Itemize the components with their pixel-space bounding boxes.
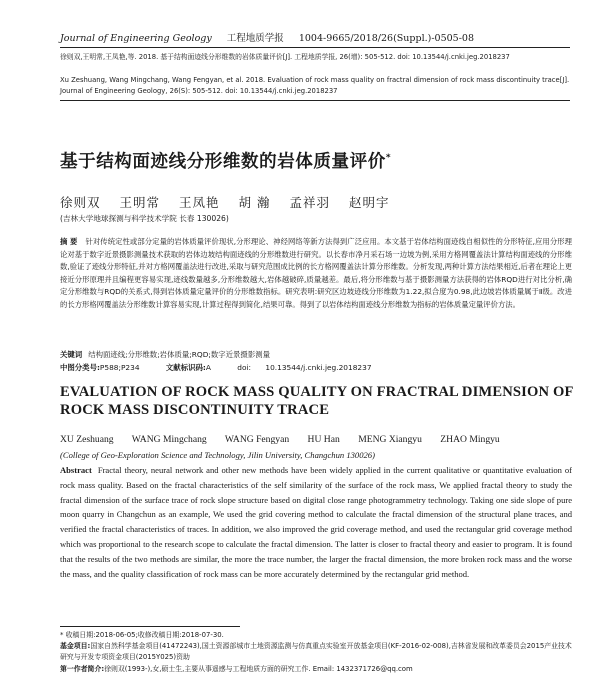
abstract-cn [60,236,572,311]
author-cn: 王明常 [119,195,161,210]
keywords-cn [60,349,270,360]
author-en: WANG Mingchang [131,434,207,445]
author-intro-text: 徐则双(1993-),女,硕士生,主要从事遥感与工程地质方面的研究工作. Email: 1432371726@qq.com [104,665,413,673]
title-cn [60,148,580,173]
footnote-fund [60,641,572,663]
abstract-cn-label: 摘 要 [60,237,78,246]
classification-line [60,362,396,373]
keywords-cn-label: 关键词 [60,350,83,359]
issn-info: 1004-9665/2018/26(Suppl.)-0505-08 [298,33,475,44]
title-cn-text: 基于结构面迹线分形维数的岩体质量评价 [60,152,386,172]
author-cn: 徐则双 [60,195,101,210]
doc-code-label: 文献标识码: [165,363,206,372]
authors-en [60,434,516,445]
author-cn: 赵明宇 [348,195,390,210]
header-rule [60,47,570,48]
running-header [60,30,570,44]
author-cn: 孟祥羽 [289,195,330,210]
author-intro-label: 第一作者简介: [60,665,105,673]
fund-label: 基金项目: [60,642,91,650]
journal-name-cn: 工程地质学报 [226,33,284,44]
footnote-received: * 收稿日期:2018-06-05;收修改稿日期:2018-07-30. [60,631,224,639]
author-cn: 王凤艳 [179,195,220,210]
affiliation-en: (College of Geo-Exploration Science and Technology, Jilin University, Changchun 130026) [60,450,375,460]
author-en: HU Han [307,434,340,445]
title-cn-footnote-mark: * [385,153,392,164]
citation-en: Xu Zeshuang, Wang Mingchang, Wang Fengyan, et al. 2018. Evaluation of rock mass quality on fractral dimension of rock mass discontinuity trace[J]. Journal of Engineering Geology, 26(S): 505-512. doi: 10.13544/j.cnki.jeg.2018237 [60,76,570,95]
journal-name-en: Journal of Engineering Geology [60,33,212,44]
doi-label: doi: [237,363,252,372]
citation-cn: 徐则双,王明常,王凤艳,等. 2018. 基于结构面迹线分形维数的岩体质量评价[J]. 工程地质学报, 26(增): 505-512. doi: 10.13544/j.cnki.jeg.2018237 [60,53,510,61]
doi-value: 10.13544/j.cnki.jeg.2018237 [265,363,372,372]
author-en: ZHAO Mingyu [440,434,500,445]
author-en: MENG Xiangyu [358,434,422,445]
citation-rule [60,100,570,101]
abstract-cn-text: 针对传统定性或部分定量的岩体质量评价现状,分形理论、神经网络等新方法得到广泛应用。本文基于岩体结构面迹线自相似性的分形特征,应用分形理论对基于数字近景摄影测量技术获取的岩体边坡结构面迹线的分形维数进行研究。以长春市净月采石场一边坡为例,采用方格网覆盖法计算结构面迹线的分形维数,验证了迹线分形特征,并对方格网覆盖法进行改进,采取与研究范围成比例的长方格网覆盖法计算分形维数。分析发现,两种计算方法结果相近,后者在理论上更接近分形原理并且编程更容易实现,迹线数量越多,分形维数越大,岩体越破碎,质量越差。最后,将分形维数与基于摄影测量方法获得的岩体RQD进行对比分析,确定分形维数与RQD的关系式,得到岩体质量定量评价的分形维数指标。研究表明:研究区边坡迹线分形维数为1.22,拟合度为0.98,此边坡岩体质量属于Ⅱ级。改进的长方形格网覆盖法分形维数计算容易实现,计算过程得到简化,结果可靠。得到了以岩体结构面迹线分形维数为指标的岩体质量定量评价方法。 [60,237,572,309]
abstract-en-text: Fractal theory, neural network and other new methods have been widely applied in the current qualitative or quantitative evaluation of rock mass quality. Based on the fractal characteristics of the self similarity of the surface of the rock mass, We applied fractal theory to study the fractal dimension of the surface trace of rock slope structure based on digital close range photogrammetry technology. Taking one side slope of pure moon quarry in Changchun as an example, We used the grid covering method to calculate the fractal dimension of the structural plane traces, and verified the fractal characteristics of traces. In addition, we also improved the grid coverage method, and used the rectangular grid coverage method which was proportional to the research scope to calculate the fractal dimension. The latter is closer to fractal theory and easier to program. It is found that the results of the two methods are similar, the more the trace number, the larger the fractal dimension, the more broken rock mass and the worse the mass, and the quality classification of rock mass can be more accurately determined by the rectangular grid method. [60,465,572,579]
footnote-rule [60,626,240,627]
authors-cn [60,193,403,211]
clc-label: 中图分类号: [60,363,100,372]
clc-value: P588;P234 [99,363,140,372]
author-en: XU Zeshuang [60,434,114,445]
title-en: EVALUATION OF ROCK MASS QUALITY ON FRACTRAL DIMENSION OF ROCK MASS DISCONTINUITY TRACE [60,384,574,418]
author-en: WANG Fengyan [224,434,290,445]
abstract-en [60,463,572,581]
footnote-author [60,664,572,675]
fund-text: 国家自然科学基金项目(41472243),国土资源部城市土地资源监测与仿真重点实验室开放基金项目(KF-2016-02-008),吉林省发展和改革委员会2015产业技术研究与开发专项资金项目(2015Y025)资助 [60,642,572,661]
abstract-en-label: Abstract [60,465,92,475]
author-cn: 胡 瀚 [238,195,271,210]
keywords-cn-text: 结构面迹线;分形维数;岩体质量;RQD;数字近景摄影测量 [88,350,270,359]
affiliation-cn: (吉林大学地球探测与科学技术学院 长春 130026) [60,214,229,223]
doc-code-value: A [205,363,211,372]
